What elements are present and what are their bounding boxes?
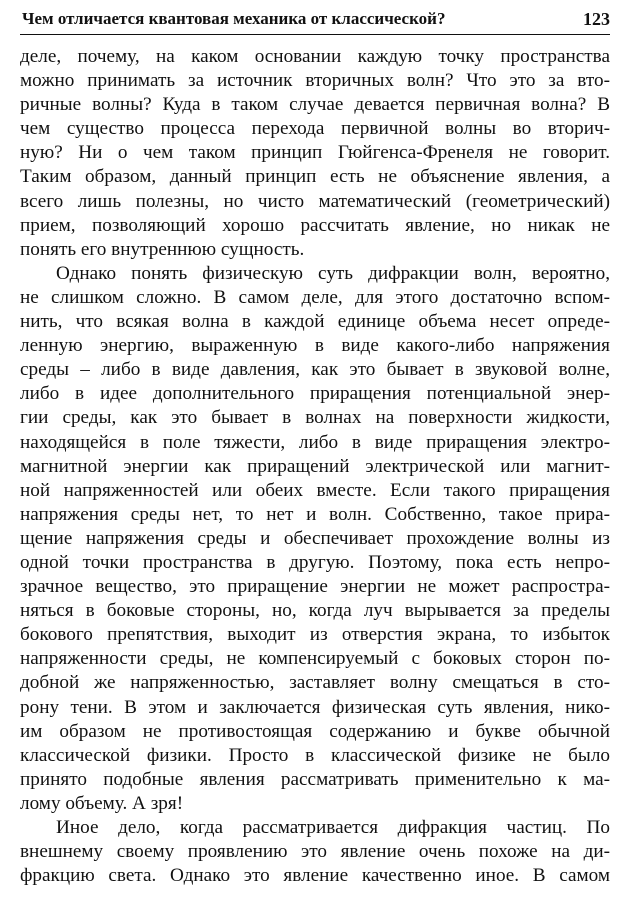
text-line: можно принимать за источник вторичных волн? Что это за вто-	[20, 70, 610, 92]
text-line: бокового препятствия, выходит из отверстия экрана, то избыток	[20, 624, 610, 646]
text-line: ленную энергию, выраженную в виде какого-либо напряжения	[20, 335, 610, 357]
text-line: Иное дело, когда рассматривается дифракция частиц. По	[56, 817, 610, 838]
text-line: им образом не противостоящая содержанию и букве обычной	[20, 720, 610, 742]
text-line: одной точки пространства в другую. Поэтому, пока есть непро-	[20, 551, 610, 573]
text-line: среды – либо в виде давления, как это бывает в звуковой волне,	[20, 359, 610, 381]
text-line: Таким образом, данный принцип есть не объяснение явления, а	[20, 166, 610, 188]
text-line: фракцию света. Однако это явление качественно иное. В самом	[20, 865, 610, 887]
text-line: напряженности среды, не компенсируемый с боковых сторон по-	[20, 648, 610, 670]
text-line: магнитной энергии как приращений электрической или магнит-	[20, 455, 610, 477]
text-line: классической физики. Просто в классической физике не было	[20, 744, 610, 766]
running-header	[20, 4, 610, 35]
text-line: внешнему своему проявлению это явление очень похоже на ди-	[20, 841, 610, 863]
text-line: лому объему. А зря!	[20, 792, 184, 814]
text-line: добной же напряженностью, заставляет волну смещаться в сто-	[20, 672, 610, 694]
text-line: прием, позволяющий хорошо рассчитать явление, но никак не	[20, 214, 610, 236]
text-line: либо в идее дополнительного приращения потенциальной энер-	[20, 383, 610, 405]
page-number: 123	[583, 9, 610, 29]
text-line: принято подобные явления рассматривать применительно к ма-	[20, 768, 610, 790]
page-body-text	[20, 45, 610, 888]
text-line: напряжения среды нет, то нет и волн. Собственно, такое прира-	[20, 503, 610, 525]
text-line: ной напряженностей или обеих вместе. Если такого приращения	[20, 479, 610, 501]
text-line: щение напряжения среды и обеспечивает прохождение волны из	[20, 527, 610, 549]
text-line: ную? Ни о чем таком принцип Гюйгенса-Френеля не говорит.	[20, 142, 610, 164]
text-line: понять его внутреннюю сущность.	[20, 238, 305, 260]
text-line: рону тени. В этом и заключается физическая суть явления, нико-	[20, 696, 610, 718]
running-title: Чем отличается квантовая механика от классической?	[22, 9, 446, 28]
text-line: всего лишь полезны, но чисто математический (геометрический)	[20, 190, 610, 212]
text-line: находящейся в поле тяжести, либо в виде приращения электро-	[20, 431, 610, 453]
text-line: деле, почему, на каком основании каждую точку пространства	[20, 46, 610, 67]
text-line: не слишком сложно. В самом деле, для этого достаточно вспом-	[20, 286, 610, 308]
text-line: зрачное вещество, это приращение энергии не может распростра-	[20, 576, 610, 598]
text-line: ричные волны? Куда в таком случае девается первичная волна? В	[20, 94, 610, 116]
text-line: чем существо процесса перехода первичной волны во вторич-	[20, 118, 610, 140]
text-line: гии среды, как это бывает в волнах на поверхности жидкости,	[20, 407, 610, 429]
text-line: няться в боковые стороны, но, когда луч вырывается за пределы	[20, 600, 610, 622]
text-line: Однако понять физическую суть дифракции волн, вероятно,	[56, 262, 610, 284]
text-line: нить, что всякая волна в каждой единице объема несет опреде-	[20, 311, 610, 333]
